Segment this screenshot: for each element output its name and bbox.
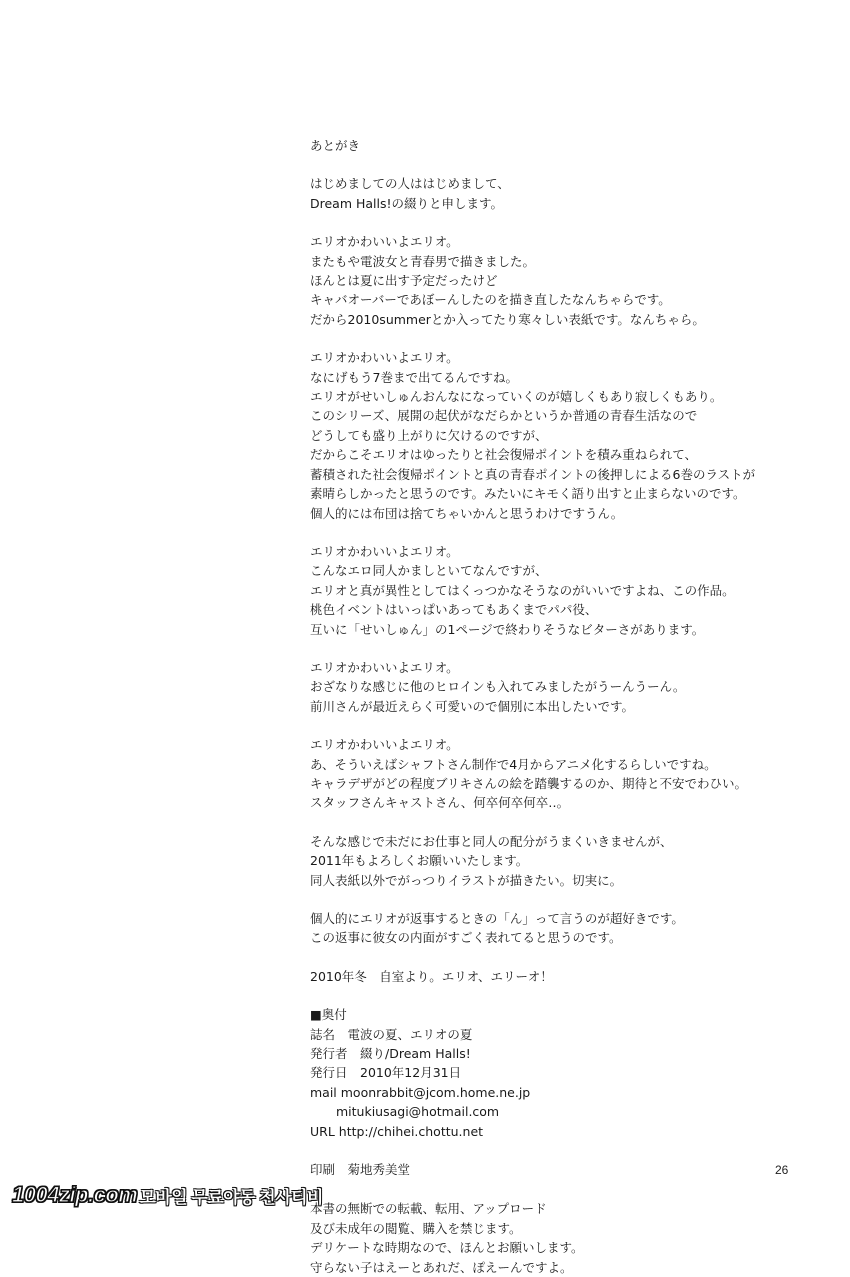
afterword-line: 同人表紙以外でがっつりイラストが描きたい。切実に。 [310,872,623,888]
colophon-notice [310,1199,810,1277]
afterword-paragraph [310,542,810,639]
afterword-line: またもや電波女と青春男で描きました。 [310,253,536,269]
afterword-line: 前川さんが最近えらく可愛いので個別に本出したいです。 [310,698,635,714]
afterword-line: 個人的にエリオが返事するときの「ん」って言うのが超好きです。 [310,911,684,926]
afterword-line: どうしても盛り上がりに欠けるのですが、 [310,427,548,443]
afterword-line: スタッフさんキャストさん、何卒何卒何卒‥。 [310,795,570,811]
afterword-line: エリオと真が異性としてはくっつかなそうなのがいいですよね、この作品。 [310,582,735,598]
afterword-line: 2010年冬 自室より。エリオ、エリーオ！ [310,968,553,984]
notice-line: 及び未成年の閲覧、購入を禁じます。 [310,1220,522,1236]
afterword-column [310,136,810,1277]
notice-line: デリケートな時期なので、ほんとお願いします。 [310,1240,584,1256]
colophon-mail-2: mitukiusagi@hotmail.com [336,1104,500,1120]
afterword-line: エリオかわいいよエリオ。 [310,234,459,250]
afterword-line: エリオかわいいよエリオ。 [310,737,459,753]
afterword-line: こんなエロ同人かましといてなんですが、 [310,563,548,579]
watermark [12,1182,323,1208]
colophon-printer: 印刷 菊地秀美堂 [310,1162,411,1178]
afterword-line: はじめましての人ははじめまして、 [310,176,510,192]
afterword-paragraph [310,348,810,523]
colophon-spacer-2 [310,1180,810,1199]
colophon-publisher: 発行者 綴り/Dream Halls! [310,1046,471,1062]
afterword-line: 個人的には布団は捨てちゃいかんと思うわけですうん。 [310,505,624,521]
afterword-line: 2011年もよろしくお願いいたします。 [310,853,529,869]
afterword-line: エリオかわいいよエリオ。 [310,543,459,559]
notice-line: 本書の無断での転載、転用、アップロード [310,1201,547,1217]
afterword-line: この返事に彼女の内面がすごく表れてると思うのです。 [310,930,622,946]
afterword-line: だからこそエリオはゆったりと社会復帰ポイントを積み重ねられて、 [310,447,698,463]
afterword-line: 素晴らしかったと思うのです。みたいにキモく語り出すと止まらないのです。 [310,486,746,502]
afterword-line: キャラデザがどの程度ブリキさんの絵を踏襲するのか、期待と不安でわひい。 [310,775,748,791]
afterword-paragraph [310,232,810,329]
colophon-spacer [310,1141,810,1160]
afterword-paragraph [310,735,810,813]
colophon-heading: ■奥付 [310,1007,347,1023]
afterword-line: Dream Halls!の綴りと申します。 [310,195,504,211]
afterword-paragraph [310,174,810,213]
afterword-line: このシリーズ、展開の起伏がなだらかというか普通の青春生活なので [310,408,698,424]
colophon-mail: mail moonrabbit@jcom.home.ne.jp [310,1084,531,1100]
afterword-heading [310,136,810,155]
afterword-line: そんな感じで未だにお仕事と同人の配分がうまくいきませんが、 [310,833,673,849]
colophon [310,1005,810,1277]
page-number: 26 [775,1163,789,1177]
watermark-site: 1004zip.com [12,1182,138,1207]
afterword-paragraph [310,967,810,986]
afterword-paragraph [310,658,810,716]
afterword-line: なにげもう7巻まで出てるんですね。 [310,369,518,385]
afterword-line: 互いに「せいしゅん」の1ページで終わりそうなビターさがあります。 [310,621,705,637]
afterword-paragraph [310,832,810,890]
watermark-tag: 모바일 무료야동 천사티비 [139,1187,323,1207]
heading-text: あとがき [310,138,361,153]
afterword-body [310,174,810,986]
afterword-line: エリオかわいいよエリオ。 [310,350,459,366]
notice-line: 守らない子はえーとあれだ、ぽえーんですよ。 [310,1259,573,1275]
afterword-paragraph [310,909,810,948]
afterword-line: ほんとは夏に出す予定だったけど [310,273,498,289]
colophon-url: URL http://chihei.chottu.net [310,1123,484,1139]
afterword-line: キャバオーバーであぼーんしたのを描き直したなんちゃらです。 [310,292,671,308]
afterword-line: 蓄積された社会復帰ポイントと真の青春ポイントの後押しによる6巻のラストが [310,466,756,482]
afterword-line: だから2010summerとか入ってたり寒々しい表紙です。なんちゃら。 [310,311,705,327]
afterword-line: エリオがせいしゅんおんなになっていくのが嬉しくもあり寂しくもあり。 [310,389,723,405]
colophon-date: 発行日 2010年12月31日 [310,1065,462,1081]
afterword-line: おざなりな感じに他のヒロインも入れてみましたがうーんうーん。 [310,679,686,695]
afterword-line: 桃色イベントはいっぱいあってもあくまでパパ役、 [310,602,598,618]
colophon-title: 誌名 電波の夏、エリオの夏 [310,1026,473,1042]
afterword-line: あ、そういえばシャフトさん制作で4月からアニメ化するらしいですね。 [310,756,717,772]
afterword-line: エリオかわいいよエリオ。 [310,659,459,675]
